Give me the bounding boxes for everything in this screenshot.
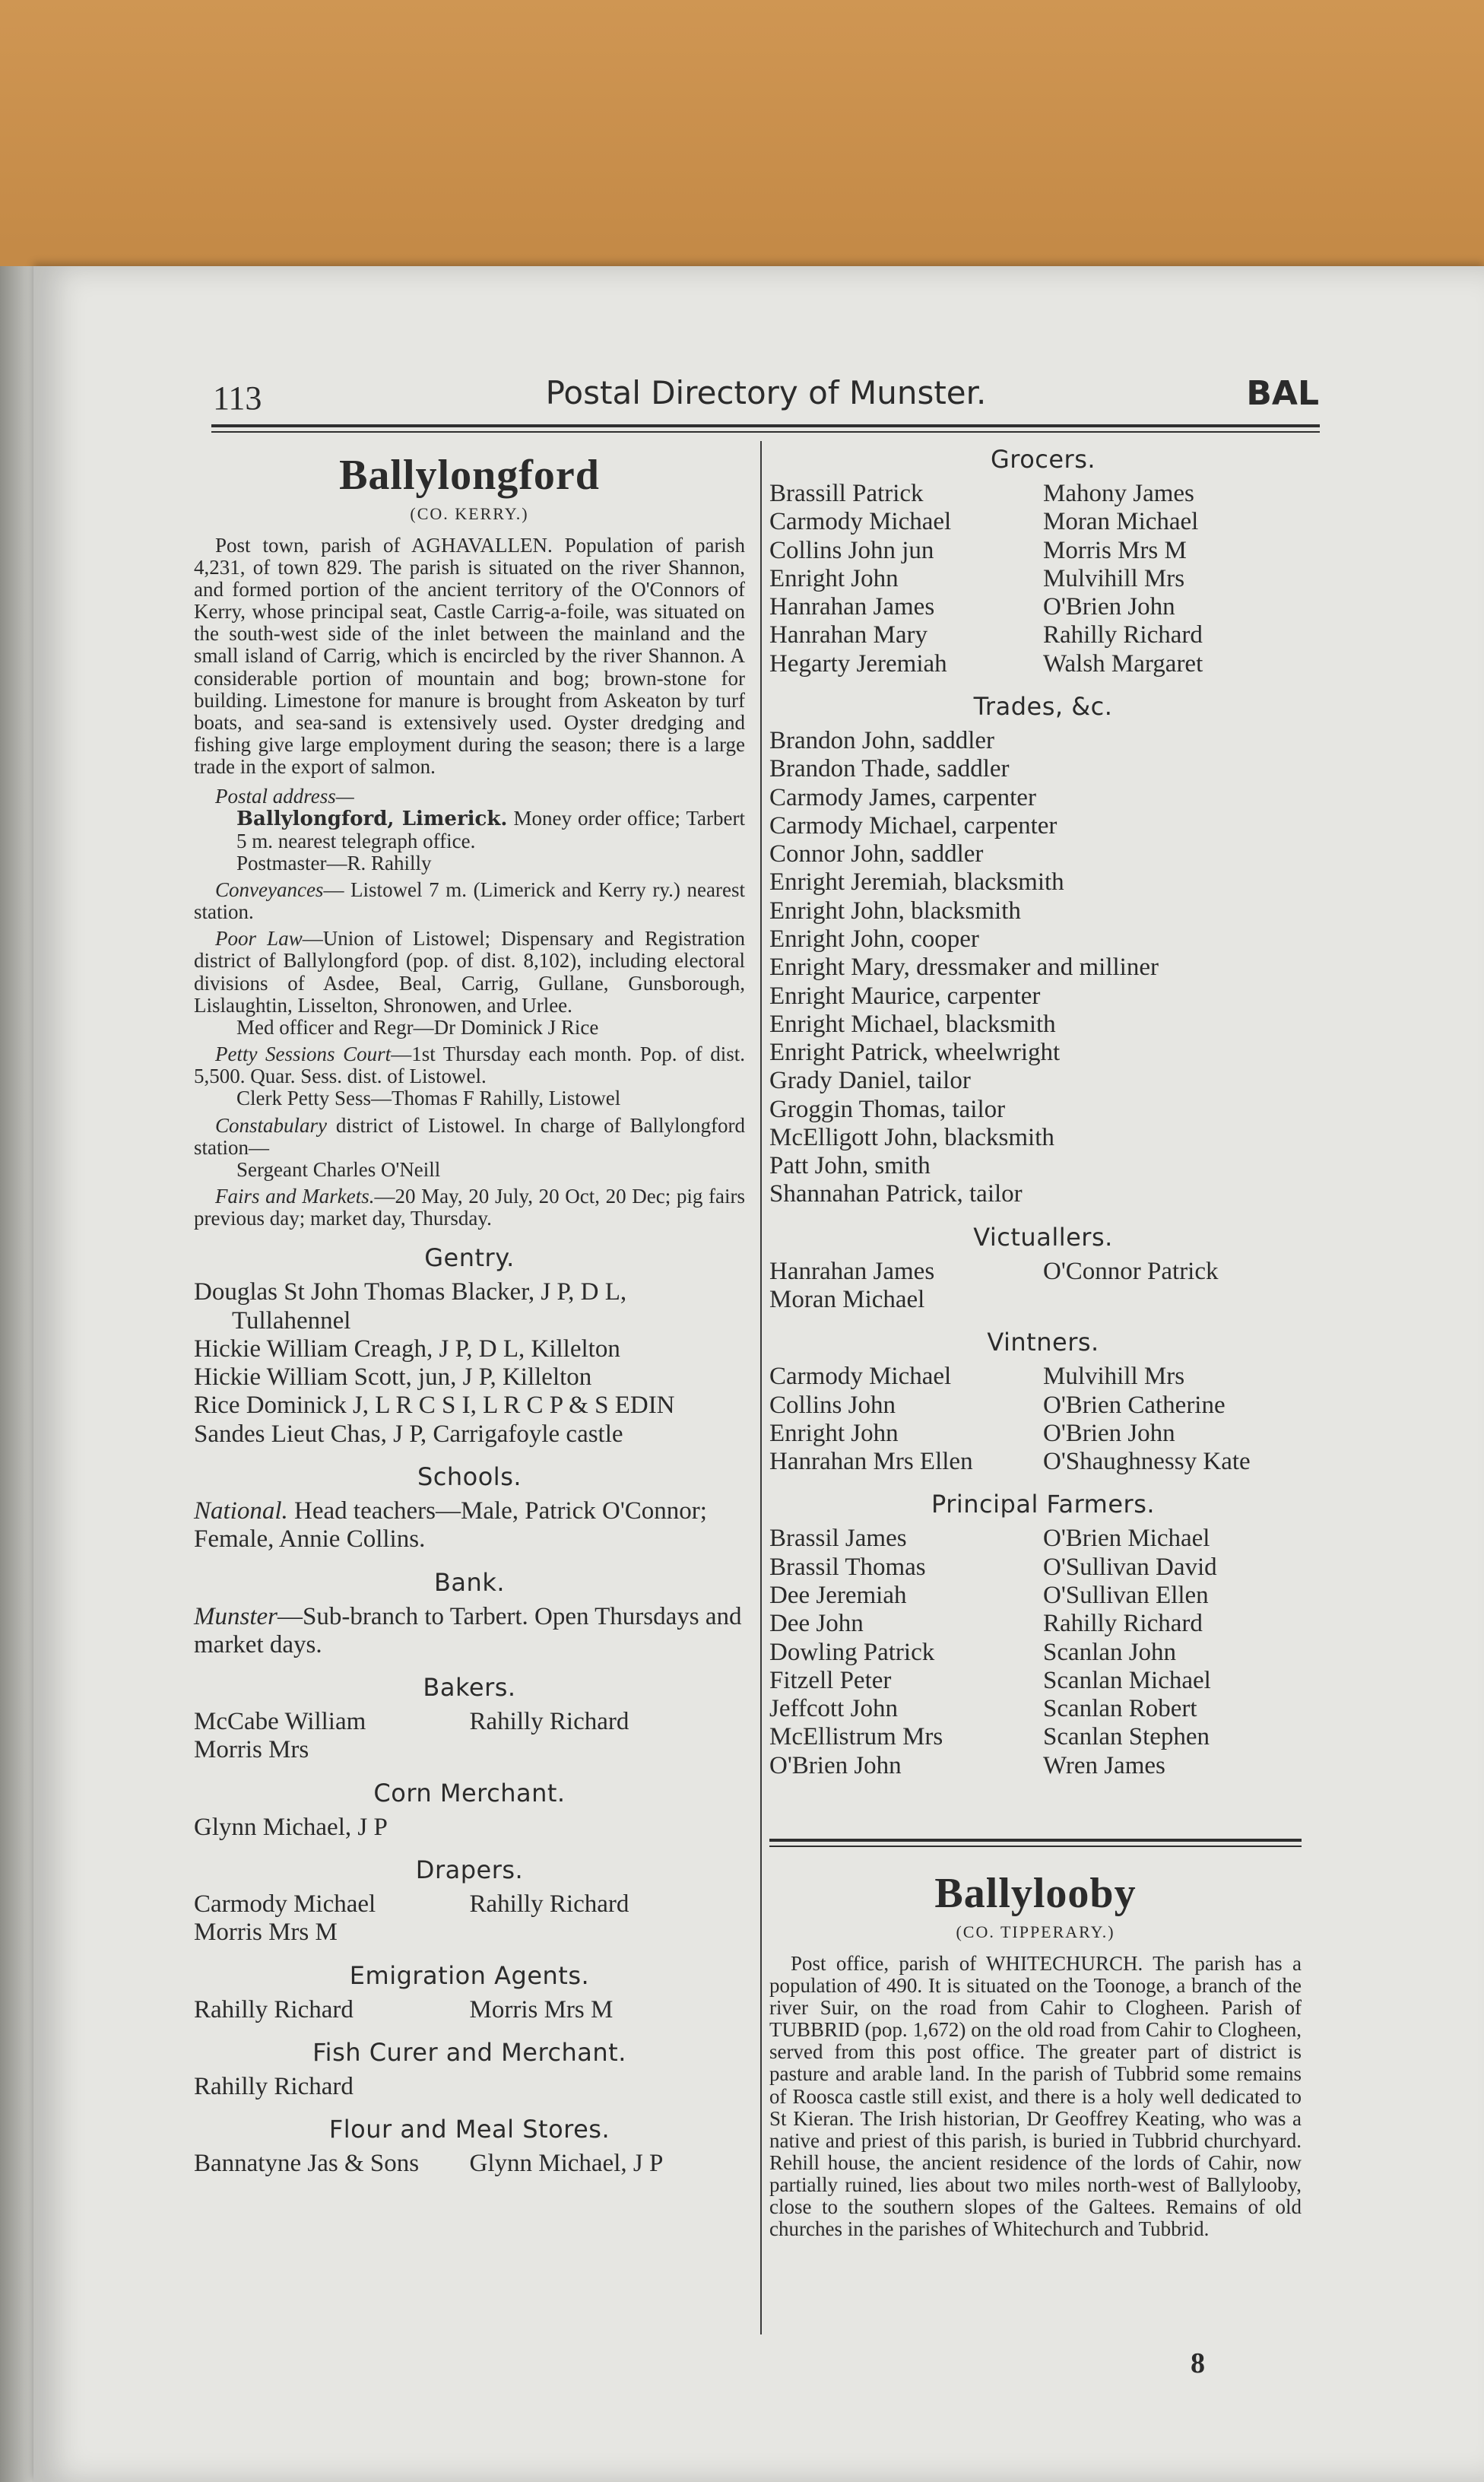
schools-label: National. [194, 1496, 288, 1525]
list-row [194, 1814, 745, 1842]
list-row [769, 1610, 1317, 1638]
flour-list [194, 2150, 745, 2178]
list-item [470, 1919, 746, 1947]
list-item: Rahilly Richard [1043, 1610, 1203, 1638]
list-item: Shannahan Patrick, tailor [769, 1180, 1023, 1208]
constabulary-text: district of Listowel. In charge of Ballylongford station— [194, 1113, 745, 1159]
corn-heading: Corn Merchant. [373, 1778, 566, 1808]
list-item: Rahilly Richard [469, 1708, 629, 1736]
list-row [769, 1392, 1317, 1420]
fairs-text: —20 May, 20 July, 20 Oct, 20 Dec; pig fairs previous day; market day, Thursday. [194, 1184, 746, 1230]
list-item: Enright John [769, 564, 899, 592]
list-item: O'Brien Catherine [1043, 1391, 1226, 1419]
list-item: McElligott John, blacksmith [769, 1123, 1054, 1151]
victuallers-list [769, 1258, 1317, 1315]
postal-rest: Money order office; Tarbert 5 m. nearest telegraph office. [236, 807, 746, 852]
section-code: BAL [1246, 374, 1319, 413]
list-item: O'Sullivan Ellen [1043, 1582, 1209, 1609]
list-item: Morris Mrs M [1043, 536, 1187, 564]
list-item: Connor John, saddler [769, 840, 984, 868]
schools-heading: Schools. [417, 1462, 522, 1491]
list-item: Mulvihill Mrs [1043, 1363, 1185, 1391]
list-row [194, 2150, 745, 2178]
farmers-list [769, 1525, 1317, 1780]
place-name-ballylongford: Ballylongford [339, 452, 600, 499]
list-row [769, 1554, 1317, 1582]
list-item: O'Connor Patrick [1043, 1257, 1219, 1285]
postal-address: Ballylongford, Limerick. [236, 808, 508, 831]
farmers-heading: Principal Farmers. [931, 1490, 1156, 1519]
list-item: Glynn Michael, J P [194, 1813, 388, 1841]
trades-list [769, 727, 1317, 1209]
list-item: Mahony James [1043, 480, 1194, 507]
list-row [769, 565, 1317, 593]
petty-sessions-text: —1st Thursday each month. Pop. of dist. 5,500. Quar. Sess. dist. of Listowel. [194, 1043, 745, 1088]
petty-sessions-label: Petty Sessions Court [215, 1043, 392, 1066]
list-item: Enright Maurice, carpenter [769, 982, 1041, 1010]
schools-text: Head teachers—Male, Patrick O'Connor; Female, Annie Collins. [194, 1496, 707, 1554]
drapers-heading: Drapers. [415, 1855, 524, 1884]
list-row [769, 1639, 1317, 1667]
list-item: Brassill Patrick [769, 480, 924, 507]
list-item [470, 2073, 746, 2101]
trades-heading: Trades, &c. [973, 691, 1113, 721]
list-item: Rahilly Richard [1043, 621, 1203, 649]
list-row [194, 1919, 745, 1947]
bank-heading: Bank. [433, 1567, 506, 1597]
fairs-entry [194, 1185, 745, 1230]
list-item: Moran Michael [769, 1286, 925, 1314]
list-item: Brassil Thomas [769, 1553, 926, 1581]
list-item: O'Brien Michael [1043, 1525, 1210, 1553]
list-item: O'Brien John [1043, 593, 1175, 621]
list-item: Scanlan Michael [1043, 1666, 1211, 1694]
gentry-list [194, 1278, 745, 1449]
list-row [769, 1286, 1317, 1314]
list-row [769, 1448, 1317, 1476]
list-row [769, 1420, 1317, 1448]
postal-label: Postal address— [215, 785, 354, 808]
gentry-heading: Gentry. [424, 1243, 515, 1273]
list-item: Sandes Lieut Chas, J P, Carrigafoyle castle [194, 1420, 623, 1448]
list-item [470, 1814, 746, 1842]
list-item: Collins John [769, 1391, 896, 1419]
bank-label: Munster [194, 1602, 277, 1630]
list-item: Collins John jun [769, 536, 934, 564]
header-rule [211, 424, 1320, 427]
petty-clerk: Clerk Petty Sess—Thomas F Rahilly, Listowel [236, 1087, 621, 1110]
list-item: Rahilly Richard [194, 2072, 354, 2100]
poor-law-entry [194, 928, 745, 1039]
list-item-continued: Tullahennel [232, 1306, 351, 1335]
list-item: Enright Mary, dressmaker and milliner [769, 954, 1159, 982]
flour-heading: Flour and Meal Stores. [328, 2115, 610, 2144]
postmaster: Postmaster—R. Rahilly [236, 851, 432, 874]
list-row [769, 1723, 1317, 1751]
list-row [769, 1695, 1317, 1723]
list-item: O'Brien John [769, 1751, 902, 1779]
list-item: Morris Mrs [194, 1736, 309, 1764]
list-row [769, 1363, 1317, 1391]
list-item: Scanlan John [1043, 1638, 1177, 1666]
list-item: Carmody Michael [769, 508, 952, 536]
fairs-label: Fairs and Markets. [215, 1184, 375, 1208]
list-item: Enright John, cooper [769, 925, 979, 953]
bakers-heading: Bakers. [423, 1673, 516, 1703]
list-item: Wren James [1043, 1751, 1165, 1779]
list-item: O'Sullivan David [1043, 1553, 1217, 1581]
list-item: Carmody James, carpenter [769, 783, 1036, 811]
sergeant: Sergeant Charles O'Neill [236, 1157, 441, 1181]
constabulary-label: Constabulary [215, 1113, 328, 1137]
list-row [194, 1736, 745, 1764]
grocers-heading: Grocers. [990, 445, 1096, 474]
list-item: Bannatyne Jas & Sons [194, 2150, 420, 2178]
list-row [194, 1996, 745, 2024]
list-item: O'Shaughnessy Kate [1043, 1448, 1251, 1476]
list-item: Brandon John, saddler [769, 726, 995, 754]
list-item: O'Brien John [1043, 1419, 1175, 1447]
list-row [769, 650, 1317, 678]
list-item: Hanrahan Mrs Ellen [769, 1448, 973, 1476]
list-item: Hickie William Creagh, J P, D L, Killelton [194, 1335, 620, 1363]
left-column [194, 452, 745, 2178]
list-item: Hanrahan James [769, 1257, 935, 1285]
list-row [769, 1525, 1317, 1553]
county-label: (CO. TIPPERARY.) [956, 1922, 1115, 1941]
list-item: Jeffcott John [769, 1695, 898, 1723]
petty-sessions-entry [194, 1043, 745, 1109]
page-number: 113 [213, 379, 262, 417]
list-row [194, 2073, 745, 2101]
list-item: Moran Michael [1043, 508, 1199, 536]
list-item: Enright John, blacksmith [769, 897, 1021, 925]
list-item: Groggin Thomas, tailor [769, 1095, 1006, 1123]
list-item: McEllistrum Mrs [769, 1723, 943, 1751]
list-item: Rahilly Richard [194, 1995, 354, 2023]
list-item: Brandon Thade, saddler [769, 755, 1010, 783]
list-row [769, 1258, 1317, 1286]
conveyances-entry [194, 879, 745, 923]
ballylooby-section [769, 1871, 1302, 2249]
poor-law-text: —Union of Listowel; Dispensary and Registration district of Ballylongford (pop. of dist. 8,102), including electoral divisions of Asdee, Beal, Carrig, Gullane, Gunsborough, Lislaughtin, Lisselton, Shronowen, and Urlee. [194, 927, 745, 1017]
list-row [769, 1582, 1317, 1610]
list-item: Patt John, smith [769, 1152, 931, 1180]
list-item: Brassil James [769, 1525, 907, 1553]
list-item: Hanrahan James [769, 593, 935, 621]
conveyances-label: Conveyances [215, 878, 324, 901]
list-row [769, 508, 1317, 536]
list-row [769, 1752, 1317, 1780]
list-item: Morris Mrs M [469, 1995, 614, 2023]
county-label: (CO. KERRY.) [410, 503, 529, 523]
list-row [194, 1890, 745, 1919]
list-row [769, 621, 1317, 649]
bank-text-block [194, 1603, 745, 1660]
list-item: Scanlan Robert [1043, 1695, 1197, 1723]
list-item: Hickie William Scott, jun, J P, Killelton [194, 1363, 592, 1392]
fish-heading: Fish Curer and Merchant. [312, 2037, 626, 2067]
list-row [769, 480, 1317, 508]
place-name-ballylooby: Ballylooby [934, 1870, 1137, 1917]
list-row [194, 1708, 745, 1736]
list-item: Enright Michael, blacksmith [769, 1010, 1056, 1038]
fish-list [194, 2073, 745, 2101]
conveyances-text: — Listowel 7 m. (Limerick and Kerry ry.) nearest station. [194, 878, 745, 924]
corn-list [194, 1814, 745, 1842]
intro-paragraph: Post town, parish of AGHAVALLEN. Population of parish 4,231, of town 829. The parish is situated on the river Shannon, and formed portion of the ancient territory of the O'Connors of Kerry, whose principal seat, Castle Carrig-a-foile, was situated on the south-west side of the inlet between the mainland and the small island of Carrig, which is encircled by the river Shannon. A considerable portion of mountain and bog; brown-stone for building. Limestone for manure is brought from Askeaton by turf boats, and sea-sand is extensively used. Oyster dredging and fishing give large employment during the season; there is a large trade in the export of salmon. [194, 533, 745, 779]
list-row [769, 593, 1317, 621]
schools-text-block [194, 1497, 745, 1554]
section-separator-thin [769, 1846, 1302, 1847]
list-item: Rahilly Richard [469, 1890, 629, 1918]
section-separator [769, 1839, 1302, 1842]
grocers-list [769, 480, 1317, 678]
list-item: Grady Daniel, tailor [769, 1067, 971, 1095]
column-divider [760, 441, 762, 2334]
list-item: Dowling Patrick [769, 1638, 935, 1666]
drapers-list [194, 1890, 745, 1947]
list-item: Hanrahan Mary [769, 621, 928, 649]
list-item: Mulvihill Mrs [1043, 564, 1185, 592]
list-item: Dee Jeremiah [769, 1582, 907, 1609]
list-item: Enright John [769, 1419, 899, 1447]
list-item: Carmody Michael, carpenter [769, 811, 1058, 840]
vintners-list [769, 1363, 1317, 1476]
bank-text: —Sub-branch to Tarbert. Open Thursdays and market days. [194, 1602, 742, 1658]
list-item: Carmody Michael [194, 1890, 376, 1918]
list-item [1043, 1286, 1317, 1314]
list-item: Enright Jeremiah, blacksmith [769, 868, 1064, 897]
med-officer: Med officer and Regr—Dr Dominick J Rice [236, 1015, 599, 1039]
emigration-heading: Emigration Agents. [349, 1960, 590, 1990]
list-item: Scanlan Stephen [1043, 1723, 1210, 1751]
header-rule-thin [211, 431, 1320, 433]
poor-law-label: Poor Law [215, 927, 303, 951]
list-item: McCabe William [194, 1708, 366, 1736]
list-item: Glynn Michael, J P [469, 2150, 664, 2178]
directory-title: Postal Directory of Munster. [545, 374, 987, 411]
intro-paragraph: Post office, parish of WHITECHURCH. The parish has a population of 490. It is situated on the Toonoge, a branch of the river Suir, on the road from Cahir to Clogheen. Parish of TUBBRID (pop. 1,672) on the old road from Cahir to Clogheen, served from this post office. The greater part of district is pasture and arable land. In the parish of Tubbrid some remains of Roosca castle still exist, and there is a holy well dedicated to St Kieran. The Irish historian, Dr Geoffrey Keating, who was a native and priest of this parish, is buried in Tubbrid churchyard. Rehill house, the ancient residence of the lords of Cahir, now partially ruined, lies about two miles north-west of Ballylooby, close to the southern slopes of the Galtees. Remains of old churches in the parishes of Whitechurch and Tubbrid. [769, 1951, 1302, 2241]
list-item: Fitzell Peter [769, 1666, 892, 1694]
list-item: Carmody Michael [769, 1363, 952, 1391]
list-item: Rice Dominick J, L R C S I, L R C P & S EDIN [194, 1392, 675, 1420]
list-item [470, 1736, 746, 1764]
list-row [769, 537, 1317, 565]
right-column [769, 445, 1317, 1780]
list-row [769, 1667, 1317, 1695]
list-item: Enright Patrick, wheelwright [769, 1039, 1061, 1067]
postal-address-entry [194, 786, 745, 874]
vintners-heading: Vintners. [987, 1328, 1099, 1357]
list-item: Dee John [769, 1610, 864, 1638]
list-item: Douglas St John Thomas Blacker, J P, D L, [194, 1278, 627, 1306]
victuallers-heading: Victuallers. [973, 1222, 1113, 1252]
constabulary-entry [194, 1115, 745, 1181]
page-header [213, 374, 1319, 420]
emigration-list [194, 1996, 745, 2024]
list-item: Morris Mrs M [194, 1919, 338, 1947]
signature-mark: 8 [1191, 2347, 1205, 2379]
bakers-list [194, 1708, 745, 1765]
list-item: Hegarty Jeremiah [769, 649, 947, 678]
list-item: Walsh Margaret [1043, 649, 1203, 678]
